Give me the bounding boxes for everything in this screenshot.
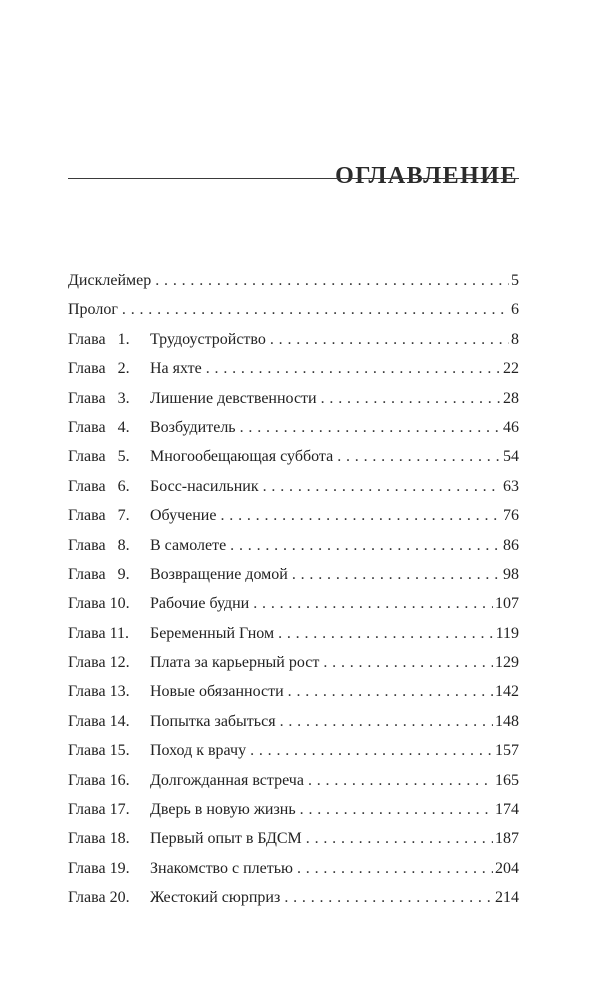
toc-leader-dots — [155, 266, 509, 295]
toc-entry-page: 204 — [495, 859, 519, 877]
toc-entry[interactable] — [68, 707, 519, 736]
toc-chapter-label: Глава 16. — [68, 771, 130, 789]
toc-leader-dots — [263, 472, 501, 501]
toc-chapter-label: Глава 17. — [68, 801, 130, 819]
toc-leader-dots — [230, 531, 501, 560]
toc-entry[interactable] — [68, 560, 519, 589]
toc-entry-title: Босс-насильник — [150, 477, 259, 495]
toc-entry-page: 98 — [503, 565, 519, 583]
toc-leader-dots — [323, 648, 493, 677]
toc-entry-page: 142 — [495, 683, 519, 701]
toc-entry[interactable] — [68, 266, 519, 295]
toc-entry-title: На яхте — [150, 360, 202, 378]
toc-entry-title: Попытка забыться — [150, 712, 276, 730]
toc-entry-page: 174 — [495, 801, 519, 819]
toc-leader-dots — [240, 413, 501, 442]
toc-entry-page: 8 — [511, 330, 519, 348]
toc-chapter-label: Глава 4. — [68, 418, 130, 436]
toc-entry-title: Возвращение домой — [150, 565, 288, 583]
toc-entry-title: Трудоустройство — [150, 330, 266, 348]
toc-leader-dots — [288, 677, 493, 706]
toc-leader-dots — [278, 619, 494, 648]
toc-chapter-label: Глава 10. — [68, 595, 130, 613]
toc-entry[interactable] — [68, 413, 519, 442]
toc-chapter-label: Глава 11. — [68, 624, 129, 642]
toc-entry-title: Дисклеймер — [68, 272, 152, 289]
toc-entry[interactable] — [68, 648, 519, 677]
toc-entry-page: 46 — [503, 418, 519, 436]
toc-entry-title: Пролог — [68, 301, 118, 319]
toc-entry-page: 63 — [503, 477, 519, 495]
toc-entry-title: Беременный Гном — [150, 624, 275, 642]
toc-leader-dots — [284, 883, 493, 912]
toc-chapter-label: Глава 1. — [68, 330, 130, 348]
toc-entry-title: В самолете — [150, 536, 227, 554]
toc-entry-title: Новые обязанности — [150, 683, 284, 701]
toc-leader-dots — [306, 824, 493, 853]
toc-leader-dots — [270, 325, 509, 354]
toc-entry[interactable] — [68, 795, 519, 824]
toc-entry-page: 148 — [495, 712, 519, 730]
toc-entry[interactable] — [68, 589, 519, 618]
toc-entry-page: 187 — [495, 830, 519, 848]
toc-chapter-label: Глава 6. — [68, 477, 130, 495]
toc-leader-dots — [297, 854, 493, 883]
toc-chapter-label: Глава 7. — [68, 507, 130, 525]
toc-entry[interactable] — [68, 677, 519, 706]
toc-entry-page: 6 — [511, 301, 519, 319]
toc-chapter-label: Глава 19. — [68, 859, 130, 877]
toc-entry-title: Лишение девственности — [150, 389, 317, 407]
title-divider — [68, 178, 519, 179]
toc-entry-page: 107 — [495, 595, 519, 613]
toc-entry-page: 165 — [495, 771, 519, 789]
toc-entry[interactable] — [68, 766, 519, 795]
toc-entry[interactable] — [68, 354, 519, 383]
toc-entry-title: Жестокий сюрприз — [150, 889, 281, 907]
toc-entry[interactable] — [68, 442, 519, 471]
toc-leader-dots — [292, 560, 501, 589]
toc-entry[interactable] — [68, 854, 519, 883]
toc-entry[interactable] — [68, 736, 519, 765]
table-of-contents — [68, 266, 519, 913]
toc-entry[interactable] — [68, 531, 519, 560]
toc-entry-title: Обучение — [150, 507, 217, 525]
toc-chapter-label: Глава 3. — [68, 389, 130, 407]
toc-leader-dots — [206, 354, 501, 383]
toc-entry-title: Многообещающая суббота — [150, 448, 334, 466]
page-title: ОГЛАВЛЕНИЕ — [335, 163, 518, 190]
toc-entry[interactable] — [68, 501, 519, 530]
toc-leader-dots — [337, 442, 501, 471]
toc-entry-page: 129 — [495, 654, 519, 672]
toc-entry[interactable] — [68, 472, 519, 501]
toc-chapter-label: Глава 14. — [68, 712, 130, 730]
toc-entry-title: Первый опыт в БДСМ — [150, 830, 302, 848]
toc-entry-title: Плата за карьерный рост — [150, 654, 320, 672]
toc-entry-page: 28 — [503, 389, 519, 407]
toc-leader-dots — [300, 795, 493, 824]
toc-chapter-label: Глава 18. — [68, 830, 130, 848]
toc-entry-title: Дверь в новую жизнь — [150, 801, 296, 819]
toc-entry[interactable] — [68, 883, 519, 912]
toc-entry-page: 157 — [495, 742, 519, 760]
toc-chapter-label: Глава 20. — [68, 889, 130, 907]
toc-entry[interactable] — [68, 619, 519, 648]
toc-leader-dots — [280, 707, 493, 736]
toc-entry-page: 119 — [495, 624, 519, 642]
toc-entry[interactable] — [68, 295, 519, 324]
toc-entry-page: 76 — [503, 507, 519, 525]
toc-leader-dots — [250, 736, 493, 765]
toc-entry-page: 86 — [503, 536, 519, 554]
toc-chapter-label: Глава 15. — [68, 742, 130, 760]
toc-entry-title: Долгожданная встреча — [150, 771, 304, 789]
toc-entry-page: 5 — [511, 272, 519, 289]
toc-entry-page: 54 — [503, 448, 519, 466]
toc-entry-title: Возбудитель — [150, 418, 236, 436]
toc-entry-title: Знакомство с плетью — [150, 859, 293, 877]
toc-leader-dots — [321, 384, 501, 413]
toc-chapter-label: Глава 13. — [68, 683, 130, 701]
toc-leader-dots — [308, 766, 493, 795]
toc-chapter-label: Глава 2. — [68, 360, 130, 378]
toc-entry[interactable] — [68, 325, 519, 354]
toc-leader-dots — [220, 501, 501, 530]
toc-chapter-label: Глава 5. — [68, 448, 130, 466]
toc-leader-dots — [253, 589, 493, 618]
toc-entry-title: Поход к врачу — [150, 742, 247, 760]
toc-entry[interactable] — [68, 824, 519, 853]
toc-entry-page: 214 — [495, 889, 519, 907]
toc-chapter-label: Глава 9. — [68, 565, 130, 583]
toc-chapter-label: Глава 12. — [68, 654, 130, 672]
toc-chapter-label: Глава 8. — [68, 536, 130, 554]
toc-entry[interactable] — [68, 384, 519, 413]
toc-entry-page: 22 — [503, 360, 519, 378]
toc-leader-dots — [122, 295, 509, 324]
toc-entry-title: Рабочие будни — [150, 595, 250, 613]
